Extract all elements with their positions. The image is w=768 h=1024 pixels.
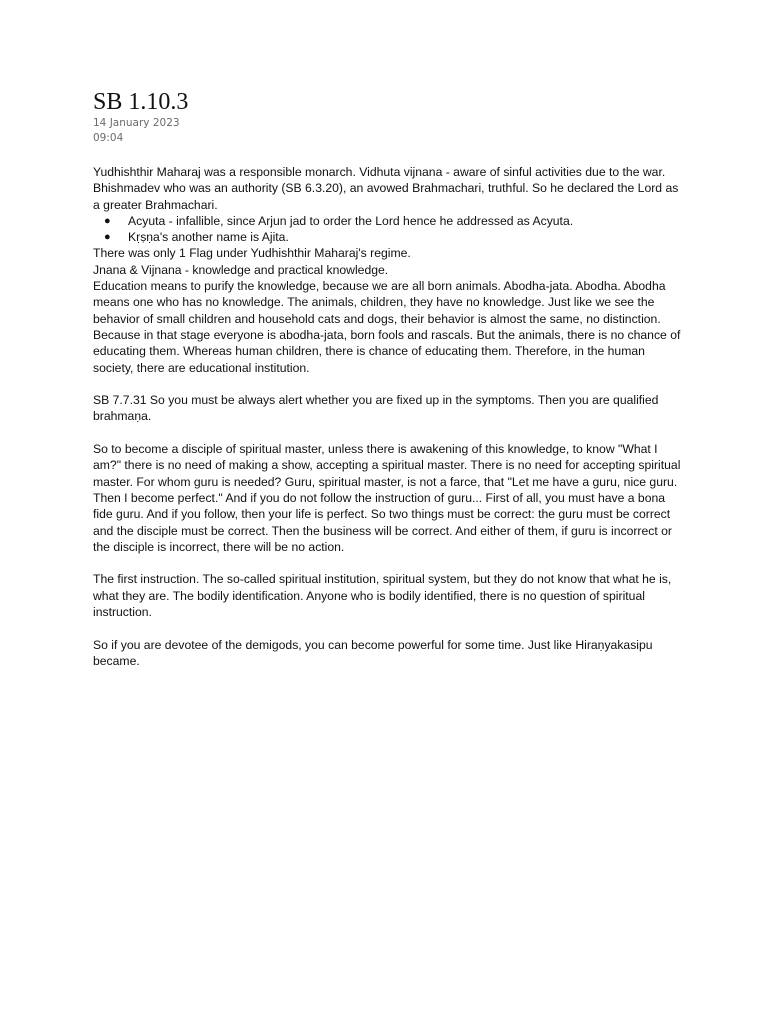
note-page [93, 88, 683, 669]
spacer [93, 555, 683, 571]
list-item [93, 229, 683, 245]
spacer [93, 425, 683, 441]
note-date: 14 January 2023 [93, 117, 180, 129]
sb-7-7-31-paragraph: SB 7.7.31 So you must be always alert whether you are fixed up in the symptoms. Then you are qualified brahmaṇa. [93, 393, 659, 424]
bullet-icon: ● [104, 214, 111, 227]
spacer [93, 376, 683, 392]
intro-paragraph: Yudhishthir Maharaj was a responsible monarch. Vidhuta vijnana - aware of sinful activities due to the war. Bhishmadev who was an authority (SB 6.3.20), an avowed Brahmachari, truthful. So he declared the Lord as a greater Brahmachari. [93, 165, 679, 212]
education-paragraph: Education means to purify the knowledge, because we are all born animals. Abodha-jata. Abodha. Abodha means one who has no knowledge. The animals, children, they have no knowledge. Just like we see the behavior of small children and household cats and dogs, their behavior is almost the same, no distinction. Because in that stage everyone is abodha-jata, born fools and rascals. But the animals, there is no chance of educating them. Whereas human children, there is chance of educating them. Therefore, in the human society, there are educational institution. [93, 279, 681, 375]
jnana-line: Jnana & Vijnana - knowledge and practical knowledge. [93, 262, 389, 277]
bullet-list [93, 213, 683, 246]
flag-line: There was only 1 Flag under Yudhishthir Maharaj's regime. [93, 246, 411, 261]
bullet-icon: ● [104, 231, 111, 244]
list-item-text: Acyuta - infallible, since Arjun jad to order the Lord hence he addressed as Acyuta. [128, 213, 574, 228]
list-item [93, 213, 683, 229]
spacer [93, 620, 683, 636]
first-instruction-paragraph: The first instruction. The so-called spiritual institution, spiritual system, but they do not know that what he is, what they are. The bodily identification. Anyone who is bodily identified, there is no question of spiritual instruction. [93, 572, 672, 620]
page-title: SB 1.10.3 [93, 89, 189, 115]
note-body [93, 164, 683, 669]
note-time: 09:04 [93, 132, 124, 144]
guru-paragraph: So to become a disciple of spiritual master, unless there is awakening of this knowledge, to know "What I am?" there is no need of making a show, accepting a spiritual master. There is no need for accepting spiritual master. For whom guru is needed? Guru, spiritual master, is not a farce, that "Let me have a guru, nice guru. Then I become perfect." And if you do not follow the instruction of guru... First of all, you must have a bona fide guru. And if you follow, then your life is perfect. So two things must be correct: the guru must be correct and the disciple must be correct. Then the business will be correct. And either of them, if guru is incorrect or the disciple is incorrect, there will be no action. [93, 442, 681, 554]
list-item-text: Kṛṣṇa's another name is Ajita. [128, 230, 289, 245]
demigods-paragraph: So if you are devotee of the demigods, you can become powerful for some time. Just like Hiraṇyakasipu became. [93, 637, 653, 668]
